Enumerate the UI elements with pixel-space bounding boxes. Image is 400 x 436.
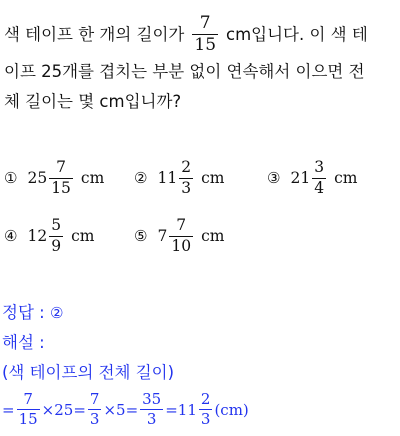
eq-fraction-1 [17, 392, 40, 427]
option-4-numerator: 5 [51, 216, 62, 234]
explanation-equation [2, 392, 249, 427]
option-5-denominator: 10 [171, 236, 192, 255]
option-1-unit: cm [80, 169, 105, 187]
option-4-whole: 12 [27, 227, 48, 245]
question-line-1 [4, 15, 368, 54]
eq-text-1: ×25= [41, 400, 86, 419]
option-3-numerator: 3 [314, 158, 325, 176]
option-1-mark: ① [4, 169, 18, 187]
option-1-whole: 25 [27, 169, 48, 187]
option-1-numerator: 7 [56, 158, 66, 176]
answer-value: ② [49, 304, 64, 322]
eq-fraction-4 [199, 392, 213, 427]
answer-label: 정답 : [2, 303, 50, 322]
option-5-mark: ⑤ [134, 227, 148, 245]
question-line-2: 이프 25개를 겹치는 부분 없이 연속해서 이으면 전 [4, 62, 365, 81]
option-4-fraction [49, 218, 63, 254]
option-4-mark: ④ [4, 227, 18, 245]
option-5-numerator: 7 [176, 216, 187, 234]
option-3-mark: ③ [267, 169, 281, 187]
eq-text-4: (cm) [214, 400, 249, 419]
option-2-fraction [179, 160, 193, 196]
option-4-unit: cm [71, 227, 95, 245]
option-3[interactable] [267, 160, 357, 196]
eq-fraction-4-denominator: 3 [200, 410, 211, 428]
option-2-numerator: 2 [181, 158, 192, 176]
eq-fraction-1-denominator: 15 [18, 410, 38, 428]
eq-fraction-2-denominator: 3 [89, 410, 100, 428]
fraction-denominator: 15 [194, 35, 217, 55]
eq-text-3: =11 [165, 400, 197, 419]
eq-text-2: ×5= [103, 400, 139, 419]
eq-text-0: = [2, 400, 15, 419]
eq-fraction-4-numerator: 2 [200, 390, 211, 408]
option-2-whole: 11 [157, 169, 178, 187]
eq-fraction-2-numerator: 7 [89, 390, 100, 408]
explanation-label: 해설 : [2, 333, 45, 352]
option-5[interactable] [134, 218, 224, 254]
option-2-unit: cm [201, 169, 225, 187]
tape-length-fraction [192, 15, 218, 54]
option-1-fraction [49, 160, 73, 196]
question-line-1-prefix: 색 테이프 한 개의 길이가 [4, 24, 185, 44]
option-3-whole: 21 [290, 169, 311, 187]
eq-fraction-2 [88, 392, 102, 427]
explanation-subject: (색 테이프의 전체 길이) [2, 363, 175, 382]
option-3-denominator: 4 [314, 178, 325, 197]
eq-fraction-1-numerator: 7 [23, 390, 33, 408]
answer-line [2, 303, 63, 323]
option-5-unit: cm [201, 227, 225, 245]
option-2-mark: ② [134, 169, 148, 187]
option-3-unit: cm [334, 169, 358, 187]
option-4-denominator: 9 [51, 236, 62, 255]
eq-fraction-3 [140, 392, 163, 427]
option-1-denominator: 15 [51, 178, 71, 197]
option-5-fraction [169, 218, 193, 254]
option-2-denominator: 3 [181, 178, 192, 197]
question-line-1-suffix: cm입니다. 이 색 테 [226, 24, 368, 44]
question-line-3: 체 길이는 몇 cm입니까? [4, 92, 182, 111]
eq-fraction-3-numerator: 35 [142, 390, 162, 408]
fraction-numerator: 7 [199, 13, 211, 33]
option-1[interactable] [4, 160, 104, 196]
option-5-whole: 7 [157, 227, 168, 245]
option-2[interactable] [134, 160, 224, 196]
option-4[interactable] [4, 218, 94, 254]
option-3-fraction [312, 160, 326, 196]
eq-fraction-3-denominator: 3 [140, 409, 163, 427]
